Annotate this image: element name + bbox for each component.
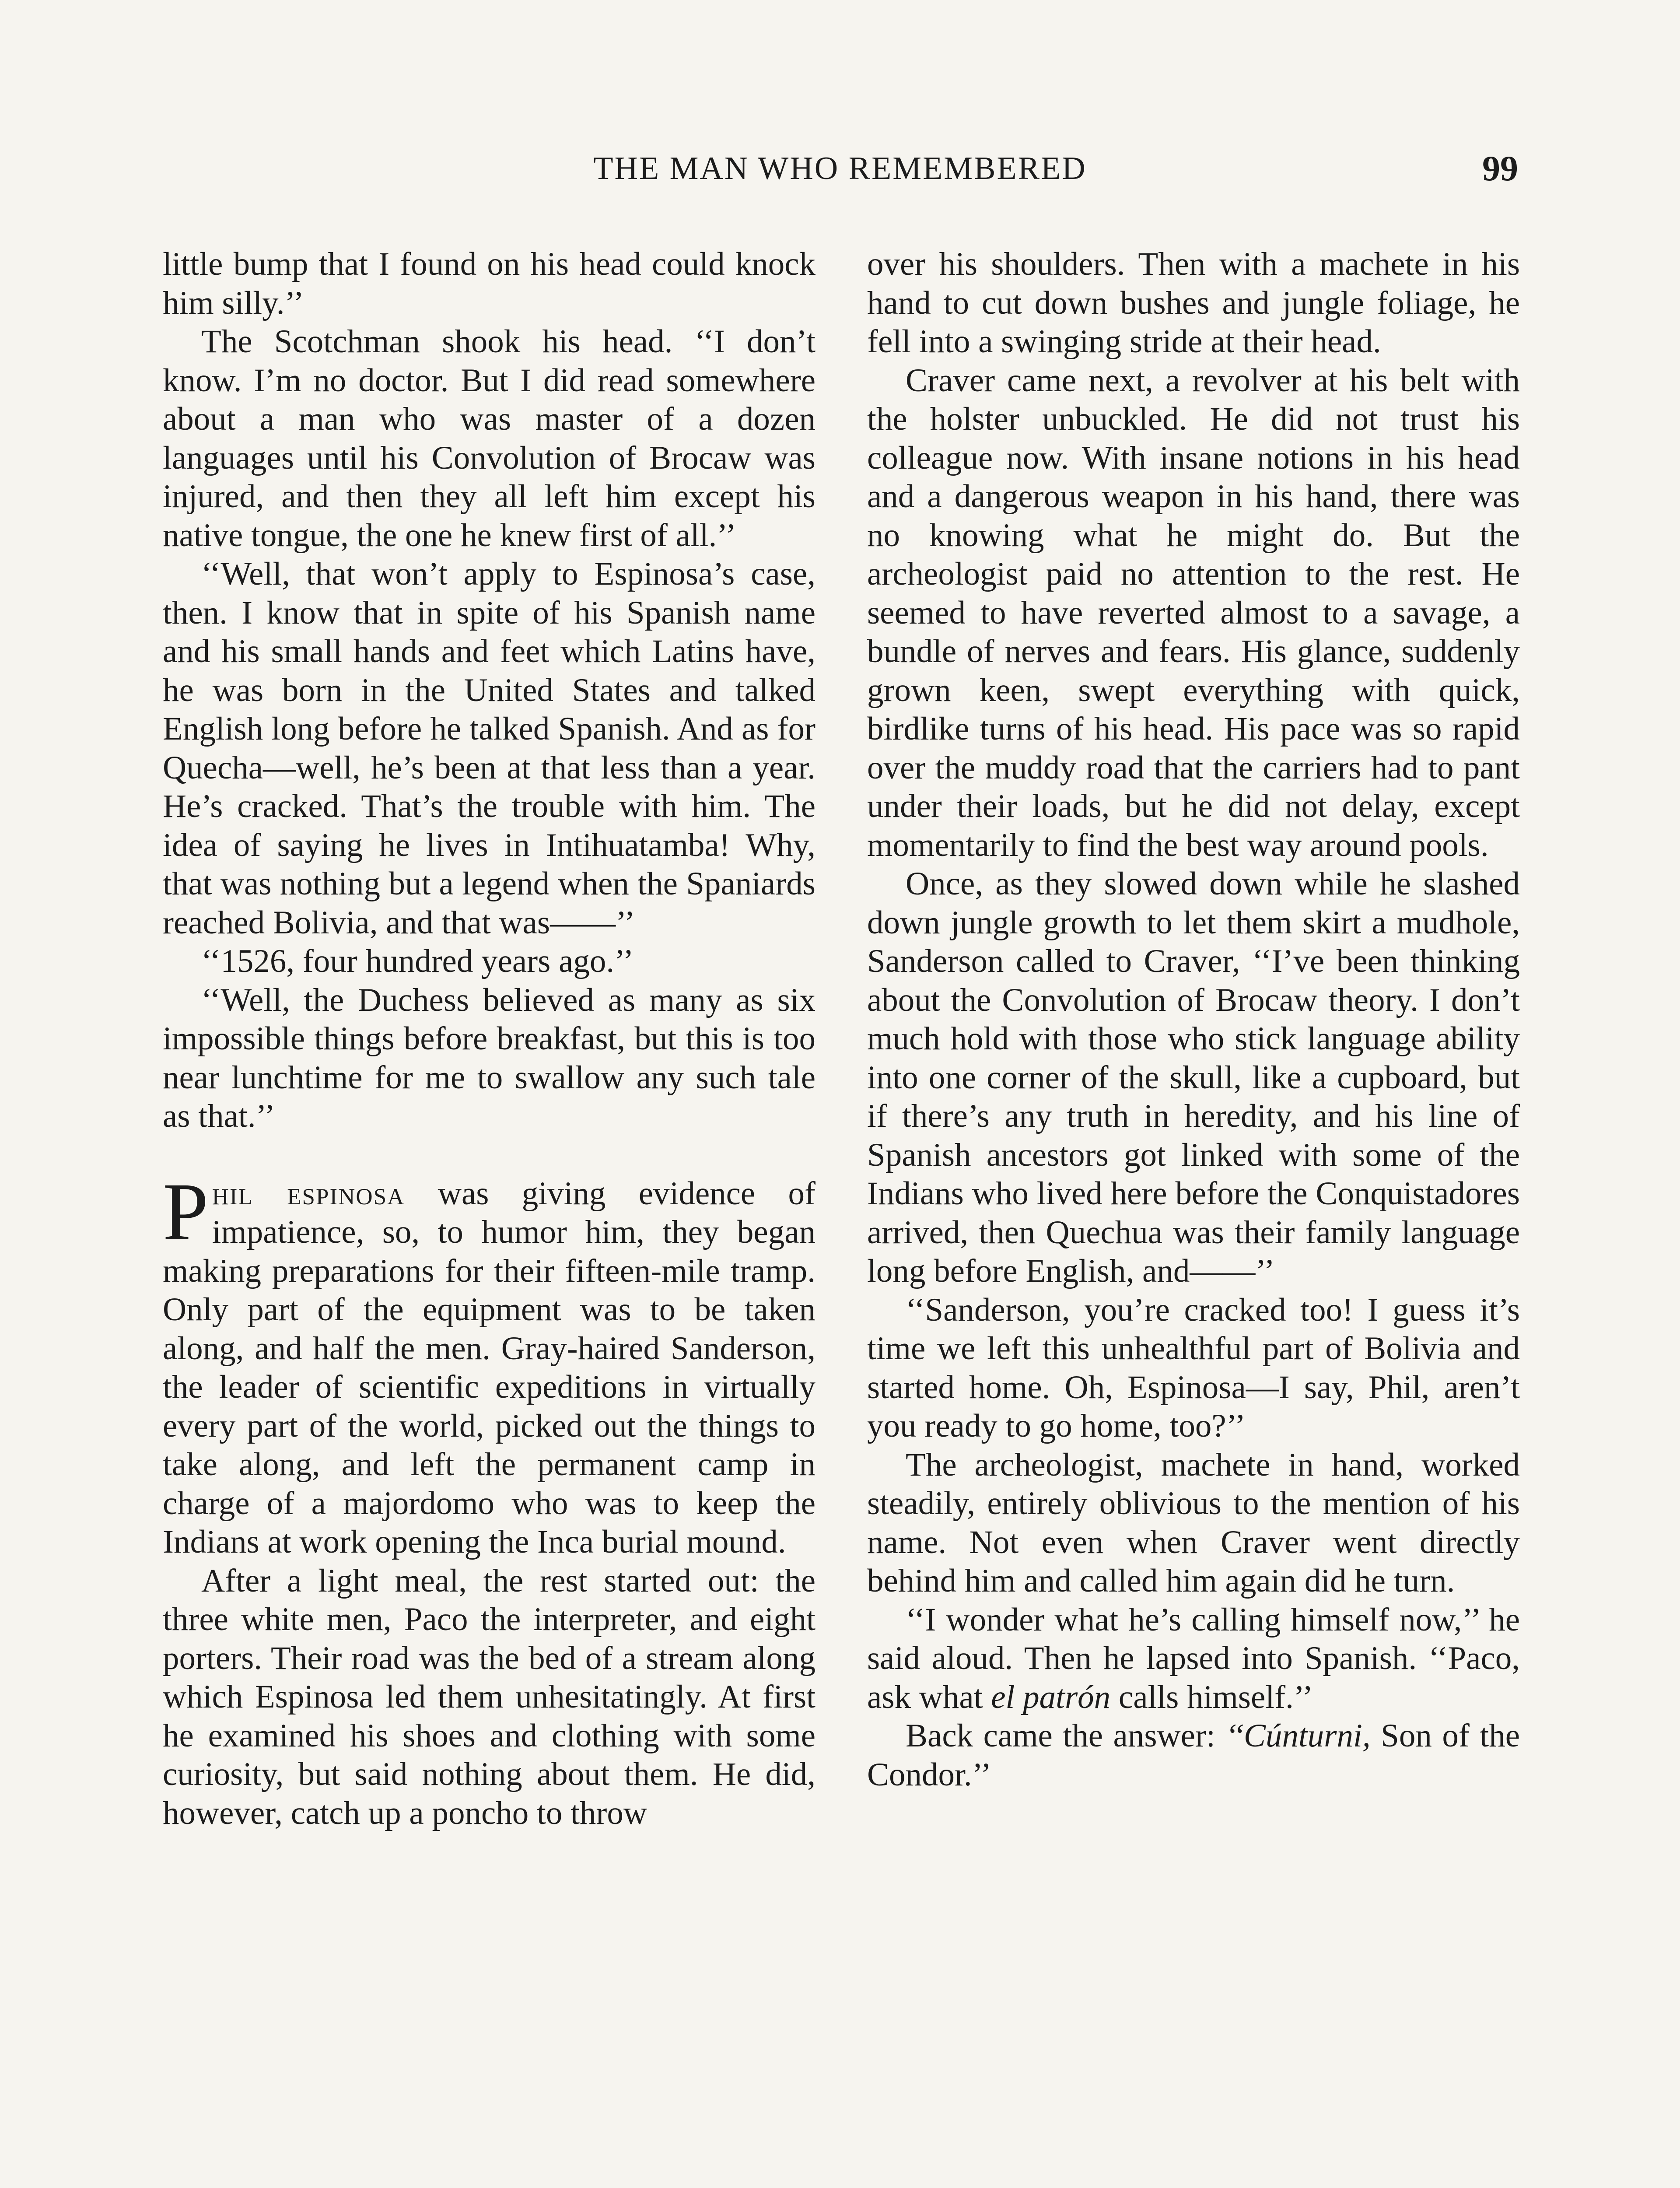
running-title: THE MAN WHO REMEMBERED <box>593 151 1087 186</box>
paragraph: ‘‘Well, the Duchess believed as many as six impossible things before breakfast, but this is too near lunchtime for me to swallow any such tale as that.’’ <box>163 982 816 1134</box>
paragraph-text: Back came the answer: <box>906 1718 1226 1754</box>
right-column <box>867 245 1520 1794</box>
paragraph: Once, as they slowed down while he slashed down jungle growth to let them skirt a mudhole, Sanderson called to Craver, ‘‘I’ve been thinking about the Convolution of Brocaw theory. I don’t much hold with those who stick language ability into one corner of the skull, like a cupboard, but if there’s any truth in heredity, and his line of Spanish ancestors got linked with some of the Indians who lived here before the Conquistadores arrived, then Quechua was their family language long before English, and——’’ <box>867 866 1520 1289</box>
paragraph: ‘‘Well, that won’t apply to Espinosa’s case, then. I know that in spite of his Spanish name and his small hands and feet which Latins have, he was born in the United States and talked English long before he talked Spanish. And as for Quecha—well, he’s been at that less than a year. He’s cracked. That’s the trouble with him. The idea of saying he lives in Intihuatamba! Why, that was nothing but a legend when the Spaniards reached Bolivia, and that was——’’ <box>163 556 816 941</box>
italic-name: ‘‘Cúnturni, <box>1225 1718 1371 1754</box>
paragraph-text: was giving evidence of impatience, so, to humor him, they began making preparations for their fifteen-mile tramp. Only part of the equipment was to be taken along, and half the men. Gray-haired Sanderson, the leader of scientific expeditions in virtually every part of the world, picked out the things to take along, and left the permanent camp in charge of a majordomo who was to keep the Indians at work opening the Inca burial mound. <box>163 1175 816 1560</box>
paragraph: The archeologist, machete in hand, worked steadily, entirely oblivious to the mention of his name. Not even when Craver went directly behind him and called him again did he turn. <box>867 1446 1520 1599</box>
paragraph-text: ‘‘I wonder what he’s calling himself now,’’ he said aloud. Then he lapsed into Spanish. ‘‘Paco, ask what <box>867 1601 1520 1715</box>
running-head <box>162 144 1518 193</box>
paragraph: over his shoulders. Then with a machete in his hand to cut down bushes and jungle foliage, he fell into a swinging stride at their head. <box>867 246 1520 360</box>
paragraph-text: Son of the Condor.’’ <box>867 1718 1520 1793</box>
paragraph: ‘‘Sanderson, you’re cracked too! I guess it’s time we left this unhealthful part of Bolivia and started home. Oh, Espinosa—I say, Phil, aren’t you ready to go home, too?’’ <box>867 1291 1520 1444</box>
paragraph <box>867 1601 1520 1717</box>
paragraph: ‘‘1526, four hundred years ago.’’ <box>201 943 634 979</box>
paragraph: After a light meal, the rest started out: the three white men, Paco the interpreter, and eight porters. Their road was the bed of a stream along which Espinosa led them unhesitatingly. At first he examined his shoes and clothing with some curiosity, but said nothing about them. He did, however, catch up a poncho to throw <box>163 1562 816 1831</box>
page-number: 99 <box>1482 148 1518 188</box>
paragraph: The Scotchman shook his head. ‘‘I don’t know. I’m no doctor. But I did read somewhere about a man who was master of a dozen languages until his Convolution of Brocaw was injured, and then they all left him except his native tongue, the one he knew first of all.’’ <box>163 323 816 554</box>
italic-phrase: el patrón <box>991 1679 1111 1715</box>
paragraph-text: calls himself.’’ <box>1110 1679 1313 1715</box>
paragraph: little bump that I found on his head could knock him silly.’’ <box>163 246 816 321</box>
drop-cap: P <box>163 1165 209 1257</box>
paragraph <box>867 1717 1520 1794</box>
small-caps-lead: hil espinosa <box>212 1175 405 1212</box>
paragraph: Craver came next, a revolver at his belt with the holster unbuckled. He did not trust his colleague now. With insane notions in his head and a dangerous weapon in his hand, there was no knowing what he might do. But the archeologist paid no attention to the rest. He seemed to have reverted almost to a savage, a bundle of nerves and fears. His glance, suddenly grown keen, swept everything with quick, birdlike turns of his head. His pace was so rapid over the muddy road that the carriers had to pant under their loads, but he did not delay, except momentarily to find the best way around pools. <box>867 362 1520 863</box>
section-opening-paragraph <box>163 1165 816 1562</box>
left-column <box>163 245 816 1833</box>
